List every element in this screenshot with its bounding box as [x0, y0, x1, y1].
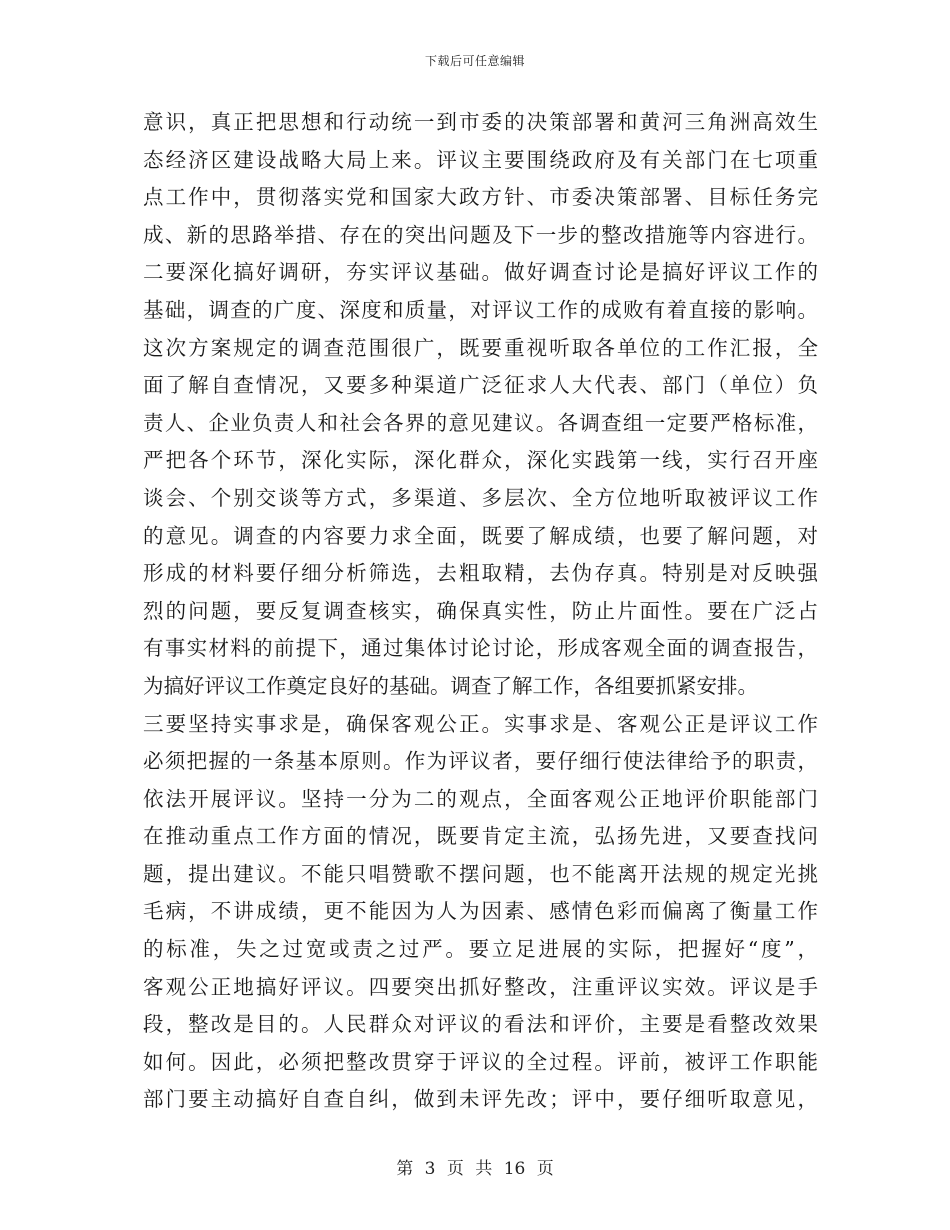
text-line: 成、新的思路举措、存在的突出问题及下一步的整改措施等内容进行。	[143, 222, 818, 247]
page-header: 下载后可任意编辑	[424, 54, 525, 68]
text-line: 点工作中，贯彻落实党和国家大政方针、市委决策部署、目标任务完	[143, 185, 818, 210]
text-line: 责人、企业负责人和社会各界的意见建议。各调查组一定要严格标准，	[143, 410, 818, 435]
text-line: 态经济区建设战略大局上来。评议主要围绕政府及有关部门在七项重	[143, 147, 818, 172]
document-body	[143, 104, 818, 1119]
text-line: 的意见。调查的内容要力求全面，既要了解成绩，也要了解问题，对	[143, 523, 818, 548]
text-line: 严把各个环节，深化实际，深化群众，深化实践第一线，实行召开座	[143, 448, 818, 473]
text-line: 部门要主动搞好自查自纠，做到未评先改；评中，要仔细听取意见，	[143, 1087, 818, 1112]
text-line: 在推动重点工作方面的情况，既要肯定主流，弘扬先进，又要查找问	[143, 824, 818, 849]
text-line: 意识，真正把思想和行动统一到市委的决策部署和黄河三角洲高效生	[143, 110, 818, 134]
text-line: 谈会、个别交谈等方式，多渠道、多层次、全方位地听取被评议工作	[143, 485, 818, 510]
text-line: 必须把握的一条基本原则。作为评议者，要仔细行使法律给予的职责，	[143, 749, 818, 774]
text-line: 基础，调查的广度、深度和质量，对评议工作的成败有着直接的影响。	[143, 297, 818, 322]
text-line: 依法开展评议。坚持一分为二的观点，全面客观公正地评价职能部门	[143, 786, 818, 811]
text-line: 的标准，失之过宽或责之过严。要立足进展的实际，把握好“度”，	[143, 937, 818, 962]
text-line: 客观公正地搞好评议。四要突出抓好整改，注重评议实效。评议是手	[143, 974, 818, 999]
text-line: 如何。因此，必须把整改贯穿于评议的全过程。评前，被评工作职能	[143, 1049, 818, 1074]
text-line: 三要坚持实事求是，确保客观公正。实事求是、客观公正是评议工作	[143, 711, 818, 736]
text-line: 题，提出建议。不能只唱赞歌不摆问题，也不能离开法规的规定光挑	[143, 861, 818, 886]
text-line: 有事实材料的前提下，通过集体讨论讨论，形成客观全面的调查报告，	[143, 636, 818, 661]
text-line: 面了解自查情况，又要多种渠道广泛征求人大代表、部门（单位）负	[143, 373, 818, 398]
text-line: 毛病，不讲成绩，更不能因为人为因素、感情色彩而偏离了衡量工作	[143, 899, 818, 924]
text-line: 烈的问题，要反复调查核实，确保真实性，防止片面性。要在广泛占	[143, 598, 818, 623]
text-line: 形成的材料要仔细分析筛选，去粗取精，去伪存真。特别是对反映强	[143, 561, 818, 586]
page-number-footer: 第 3 页 共 16 页	[396, 1159, 554, 1179]
text-line: 这次方案规定的调查范围很广，既要重视听取各单位的工作汇报，全	[143, 335, 818, 360]
text-line: 为搞好评议工作奠定良好的基础。调查了解工作，各组要抓紧安排。	[143, 673, 758, 698]
text-line: 二要深化搞好调研，夯实评议基础。做好调查讨论是搞好评议工作的	[143, 260, 818, 285]
text-line: 段，整改是目的。人民群众对评议的看法和评价，主要是看整改效果	[143, 1012, 818, 1037]
